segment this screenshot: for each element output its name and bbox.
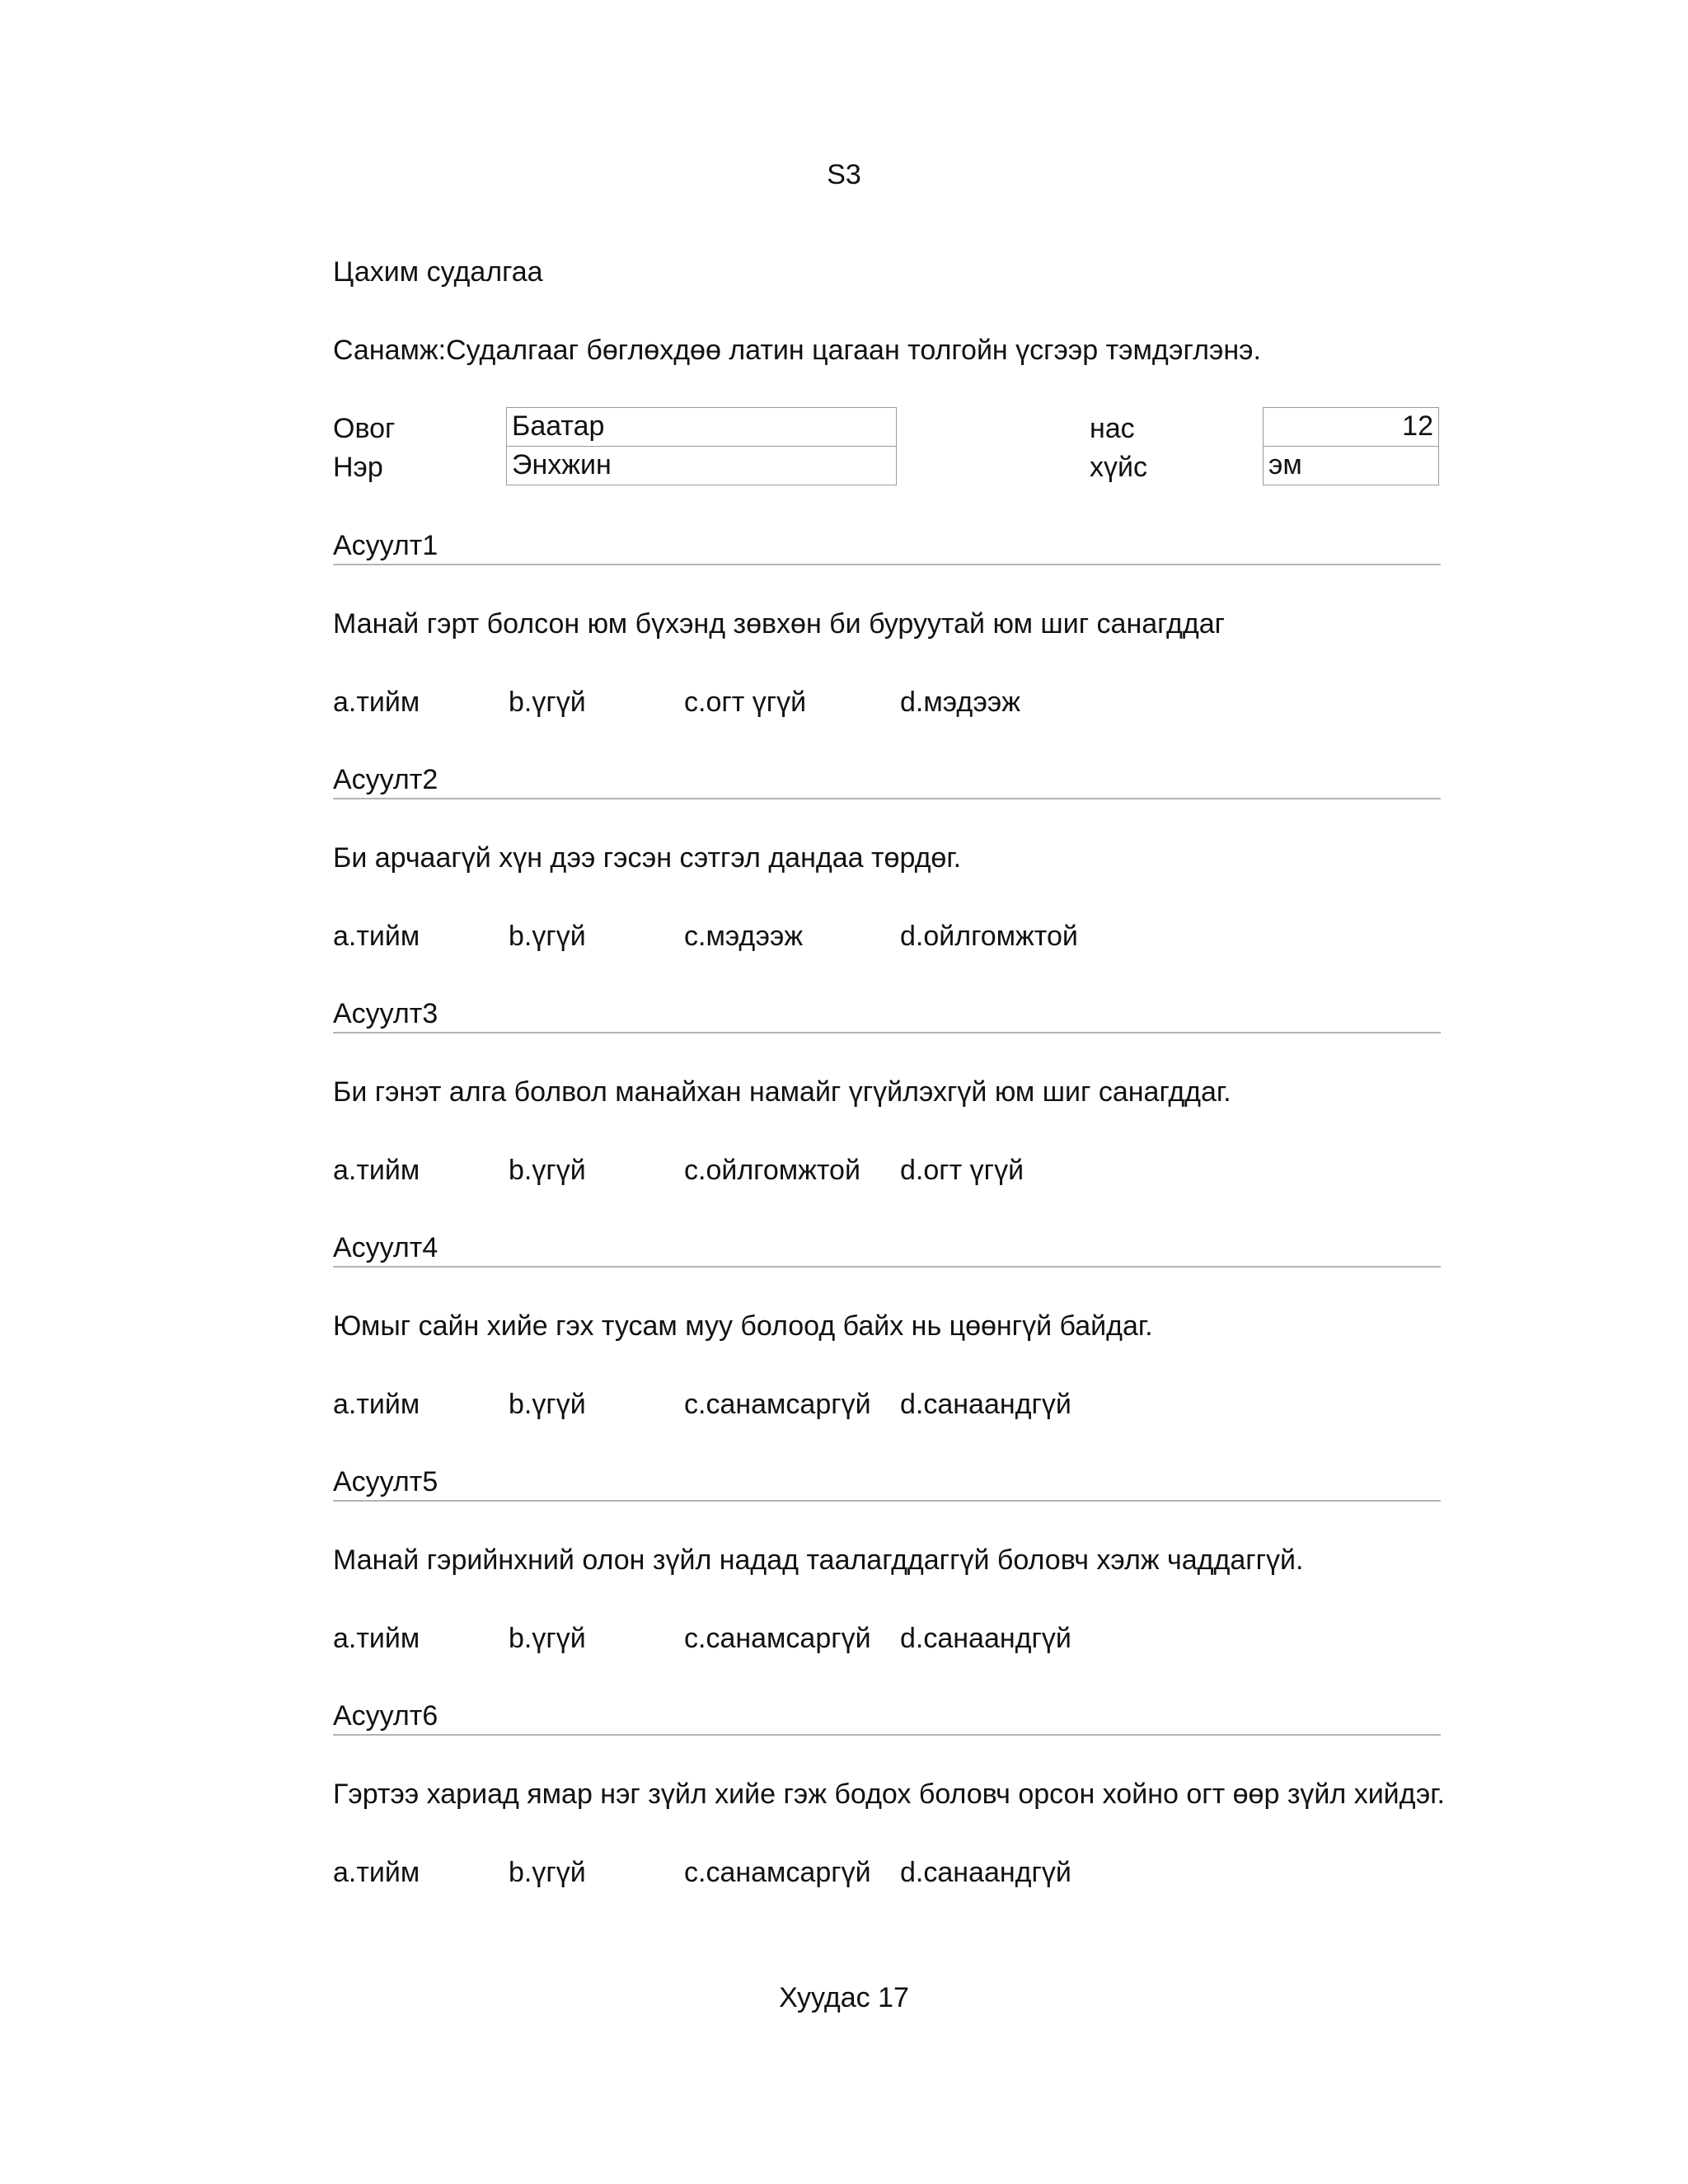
option-c[interactable]: c.огт үгүй [684, 687, 807, 718]
option-c[interactable]: c.санамсаргүй [684, 1857, 871, 1888]
page-footer: Хуудас 17 [779, 1982, 909, 2013]
option-a[interactable]: a.тийм [333, 1155, 420, 1186]
age-field[interactable]: 12 [1263, 407, 1439, 447]
option-d[interactable]: d.санаандгүй [900, 1389, 1071, 1420]
question-heading: Асуулт4 [333, 1232, 438, 1263]
option-b[interactable]: b.үгүй [509, 1857, 586, 1888]
option-a[interactable]: a.тийм [333, 687, 420, 718]
option-b[interactable]: b.үгүй [509, 921, 586, 952]
question-divider [333, 1266, 1441, 1268]
question-heading: Асуулт3 [333, 998, 438, 1029]
option-c[interactable]: c.санамсаргүй [684, 1623, 871, 1654]
question-heading: Асуулт5 [333, 1466, 438, 1497]
survey-note: Санамж:Судалгааг бөглөхдөө латин цагаан толгойн үсгээр тэмдэглэнэ. [333, 335, 1261, 366]
question-text: Юмыг сайн хийе гэх тусам муу болоод байх нь цөөнгүй байдаг. [333, 1310, 1153, 1342]
option-b[interactable]: b.үгүй [509, 1155, 586, 1186]
option-a[interactable]: a.тийм [333, 1389, 420, 1420]
option-d[interactable]: d.мэдээж [900, 687, 1020, 718]
option-d[interactable]: d.огт үгүй [900, 1155, 1025, 1186]
gender-label: хүйс [1090, 452, 1147, 483]
option-d[interactable]: d.санаандгүй [900, 1623, 1071, 1654]
question-heading: Асуулт6 [333, 1700, 438, 1732]
page-header: S3 [827, 159, 861, 190]
option-d[interactable]: d.ойлгомжтой [900, 921, 1078, 952]
name-label: Нэр [333, 452, 383, 483]
option-a[interactable]: a.тийм [333, 921, 420, 952]
question-text: Манай гэрт болсон юм бүхэнд зөвхөн би буруутай юм шиг санагддаг [333, 608, 1226, 640]
question-heading: Асуулт1 [333, 530, 438, 561]
option-d[interactable]: d.санаандгүй [900, 1857, 1071, 1888]
question-text: Би гэнэт алга болвол манайхан намайг үгүйлэхгүй юм шиг санагддаг. [333, 1076, 1231, 1108]
question-text: Би арчаагүй хүн дээ гэсэн сэтгэл дандаа төрдөг. [333, 842, 962, 874]
option-b[interactable]: b.үгүй [509, 687, 586, 718]
survey-title: Цахим судалгаа [333, 256, 543, 288]
question-divider [333, 564, 1441, 565]
option-b[interactable]: b.үгүй [509, 1623, 586, 1654]
option-c[interactable]: c.мэдээж [684, 921, 804, 952]
question-divider [333, 1500, 1441, 1502]
question-heading: Асуулт2 [333, 764, 438, 795]
surname-label: Овог [333, 413, 396, 444]
surname-field[interactable]: Баатар [506, 407, 897, 447]
question-divider [333, 798, 1441, 799]
question-divider [333, 1032, 1441, 1033]
option-c[interactable]: c.санамсаргүй [684, 1389, 871, 1420]
option-c[interactable]: c.ойлгомжтой [684, 1155, 860, 1186]
option-b[interactable]: b.үгүй [509, 1389, 586, 1420]
age-label: нас [1090, 413, 1135, 444]
name-field[interactable]: Энхжин [506, 446, 897, 485]
question-divider [333, 1734, 1441, 1736]
question-text: Манай гэрийнхний олон зүйл надад таалагддаггүй боловч хэлж чаддаггүй. [333, 1544, 1304, 1576]
gender-field[interactable]: эм [1263, 446, 1439, 485]
question-text: Гэртээ хариад ямар нэг зүйл хийе гэж бодох боловч орсон хойно огт өөр зүйл хийдэг. [333, 1779, 1445, 1810]
option-a[interactable]: a.тийм [333, 1623, 420, 1654]
option-a[interactable]: a.тийм [333, 1857, 420, 1888]
